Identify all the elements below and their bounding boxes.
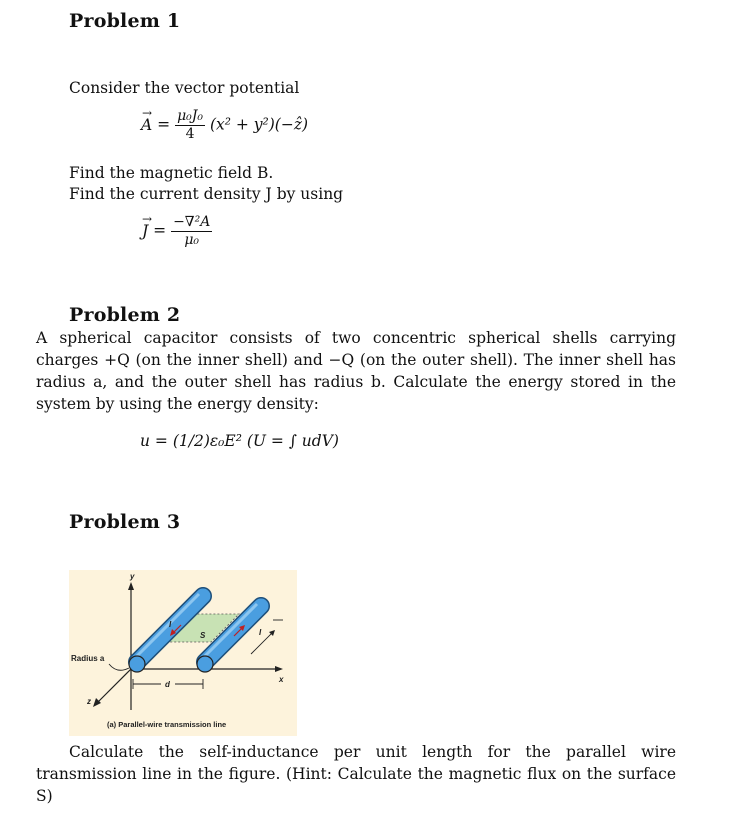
current-density-equation: J → = $\frac{\text{−∇²A}}{\text{μ₀}}$ — [142, 211, 211, 248]
vector-potential-equation: A → = $\frac{\text{μ₀J₀}}{4}$ (x² + y²)(−ẑ) — [141, 105, 309, 142]
problem2-body: A spherical capacitor consists of two concentric spherical shells carrying charges +Q (on the inner shell) and −Q (on the outer shell). The inner shell has radius a, and the outer shell has radius b. Calculate the energy stored in the system by using the energy density: — [36, 329, 676, 413]
eq1-numerator: μ₀J₀ — [177, 108, 203, 124]
eq1-rhs: (x² + y²)(−ẑ) — [209, 115, 309, 134]
problem3-heading: Problem 3 — [69, 511, 181, 533]
right-current-label: I — [259, 628, 262, 637]
z-axis-label: z — [87, 697, 91, 706]
transmission-line-figure — [69, 570, 297, 736]
separation-label: d — [165, 680, 170, 689]
surface-label: S — [200, 631, 206, 640]
outer-current-arrow — [251, 632, 273, 654]
eq2-denominator: μ₀ — [184, 232, 200, 248]
problem1-heading: Problem 1 — [69, 10, 181, 32]
eq2-lhs: J — [142, 221, 149, 240]
left-current-label: I — [169, 620, 172, 629]
figure-caption: (a) Parallel-wire transmission line — [107, 720, 227, 729]
radius-label: Radius a — [71, 654, 105, 663]
z-axis — [97, 669, 131, 703]
right-wire-end — [197, 656, 213, 672]
y-axis-arrowhead — [128, 582, 134, 590]
x-axis-label: x — [279, 675, 284, 684]
problem3-body: Calculate the self-inductance per unit length for the parallel wire transmission line in the figure. (Hint: Calculate the magnetic flux on the surface S) — [36, 743, 676, 805]
y-axis-label: y — [130, 572, 135, 581]
find-current-density-text: Find the current density J by using — [69, 185, 344, 203]
z-axis-arrowhead — [93, 698, 101, 707]
energy-density-equation: u = (1/2)ε₀E² (U = ∫ udV) — [140, 432, 339, 450]
radius-leader — [109, 664, 129, 670]
eq1-lhs: A — [141, 115, 153, 134]
find-magnetic-field-text: Find the magnetic field B. — [69, 164, 274, 182]
eq1-denominator: 4 — [185, 126, 195, 142]
problem1-intro: Consider the vector potential — [69, 79, 300, 97]
x-axis-arrowhead — [275, 666, 283, 672]
problem2-heading: Problem 2 — [69, 304, 181, 326]
left-wire-end — [129, 656, 145, 672]
eq2-numerator: −∇²A — [173, 214, 211, 230]
figure-svg — [69, 570, 297, 736]
